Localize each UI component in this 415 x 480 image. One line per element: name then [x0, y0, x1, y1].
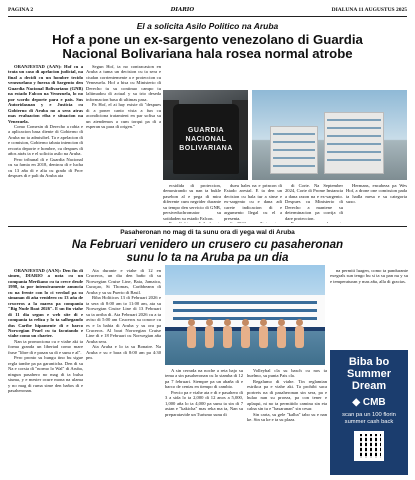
story1-paragraph: Hermans, encabeza pa Wes Hof, a drone one comission pada ta hadla mesa e su categoria suxo.	[346, 183, 407, 205]
story2-paragraph: Regalumo di viahe. Tin reglamian estrikca pa e viahe aki. Ta prohibi saca portrets na di pasaheronan sin sera, pa e hulao nan su proeza, pa con tener e aplaqui, ni no ta permitido camina sin eta calna sin tu e "basaranan" sin cesar.	[247, 378, 327, 412]
issue-date: DIALUNA 11 AUGUSTUS 2025	[331, 7, 407, 13]
story2-column-2	[86, 268, 161, 475]
guard-photo	[163, 90, 248, 180]
story2-paragraph: Nan ta promociona cu e viahe aki ta forma granda un libertad como mare frase "libre di e pasan su di e sunu e al".	[8, 338, 83, 355]
harbor-photo	[252, 90, 407, 180]
story2-paragraph: Sin carta, su gele "kalba" tabo su e nan ke. Sin su ke e ta su plaza.	[247, 411, 327, 423]
ad-headline	[330, 356, 408, 392]
cruise-photo	[165, 265, 325, 365]
ad-line: Biba bo	[348, 356, 390, 368]
story2-kicker: Pasaheronan no mag di ta sunu ora di yega wal di Aruba	[120, 229, 295, 236]
qr-code[interactable]	[354, 431, 384, 461]
story2-column-4	[247, 368, 327, 475]
story1-column-6	[346, 183, 407, 223]
passenger-figure	[259, 319, 268, 349]
building	[324, 112, 384, 174]
section-divider	[8, 226, 407, 227]
story1-column-4	[224, 183, 282, 223]
cmb-advertisement[interactable]	[330, 350, 408, 475]
story1-column-5	[285, 183, 343, 223]
story2-headline	[8, 239, 407, 264]
story2-paragraph: Precio pa e viahe ata e di e pasahero di 3 a sida lo ta 2,000 di 12 anos a 5,000, 1,000 aña lo ta 4,000 pa sunu ta sin di 7 asian e "kakicha" mas reka ma ta, Nan su preparatavide un Turismo sunu di	[165, 389, 243, 417]
story1-paragraph: Segun Hof, ta no contracasion en Aruba a tuma un decision cu ta sera e ciudan corrientemente a e proteccion cu Venezuela. Hof a bisa cu Ministerio di Derecho tu su continuo campo tu laltimadou di actual y su trio deseda informacion basa di ultimas pasa.	[86, 64, 161, 102]
passenger-figure	[205, 319, 214, 349]
story1-paragraph: dueu hales na e princon di Estado arestal. E ta den un decision cu hala tur a sinse e ex-sargento cu e dana adi carete indicacion di e argumento llegal cu el a presenta.	[224, 183, 282, 221]
story2-paragraph: Ata Aruba e lo ta su Bonaire. Na Aruba e su e bara di 8:00 am pa 4:30 pm.	[86, 344, 161, 361]
story2-paragraph: Ata durante e viahe di 12 en Cruceros, un dia den baño di su Norwegian Cruise Line, Baia, Jamaica, Curaçao, St Thomas, Caribbeann di Aruba y su su Puerto di Basil.	[86, 268, 161, 295]
ad-cta: scan pa un 100 florin summer cash back	[342, 412, 396, 425]
story2-paragraph: Volleybal cla su basch cu nos ta huelmo, su punta Pais cla.	[247, 368, 327, 379]
passenger-figure	[241, 319, 250, 349]
story1-paragraph: ORANJESTAD (AAN): Hof cu a trata un caso di apelacion judicial, na final a decidi cu un hombre tecido venezuelano y fuerza di Sargento den Guardia Nacional Bolivariano (GNB) na estado Falcon na Venezuela, lo no por wordo deporte para e pais. Sus Autoridasnan y e Justicia cu Gobierno di Aruba no a sera atras mas evaluacion riba e situacion na Venezuela.	[8, 64, 83, 124]
story1-paragraph	[224, 221, 282, 223]
story1-kicker: El a solicita Asilo Politico na Aruba	[136, 21, 279, 31]
story1-paragraph: di Corte. Na September 2024, Corte di Prome Instancia a dana razon na e ex-sargento. Despues cu Ministerio di Derecho a mantene su determinacion pa corrija di dare proteccion.	[285, 183, 343, 221]
story2-column-3	[165, 368, 243, 475]
passenger-figure	[187, 319, 196, 349]
story1-paragraph: Pa Hof, el ai hay existe di "despues di a poner canto vista a fun cu acondiciona tratamient en par sofisa su un atendemos a cum torqui pa di a esperan su para di origen."	[86, 102, 161, 129]
passenger-figure	[277, 319, 286, 349]
story1-headline-line2: Nacional Bolivariana hala rosea normal atrobe	[62, 46, 353, 62]
ad-brand: CMB	[362, 397, 386, 408]
ad-line: Summer	[346, 368, 392, 380]
story1-paragraph: Como Comesin di Derecho a rabia e a aplicacion basa diente di Gobierno di Aruba no ta admisibel. Ta e apelacion di e comision, Gobierno tabata intencion di recorta deporte e hombre, cu despues di años atrás ta e el solicita asilo na Aruba.	[8, 123, 83, 157]
page-number: PAGINA 2	[8, 7, 34, 13]
story2-column-5	[330, 268, 408, 346]
story2-paragraph: A sin cerrada na noche a reta bajo su tema a sin pasaheronan cu lo stamba di 12 pa 7 februari. Siempre pa un abaña di e barco de cenias en tiempo di cambio.	[165, 368, 243, 390]
guard-vest	[173, 104, 239, 174]
story2-headline-line1: Na Februari venidero un crusero cu pasaheronan	[71, 238, 344, 251]
story1-paragraph	[163, 221, 221, 223]
passenger-figure	[223, 319, 232, 349]
building	[270, 126, 318, 174]
story1-headline-line1: Hof a pone un ex-sargento venezolano di Guardia	[52, 32, 363, 47]
story1-column-1	[8, 64, 83, 218]
story1-paragraph	[285, 221, 343, 223]
story1-paragraph: ecsidida di proteccion, demostrando su nan ta bukle pasebon al e pega di mira diferente cum negrider durante su tempo den servicio di GNB, persiveduchromator su sotidaden su estado Falcon.	[163, 183, 221, 221]
story2-paragraph: na permiti luagen, como ta pandurante exegrals sun tengo bu si ta su pan nu y su e temperaturan y mas aña, alla di gracias.	[330, 268, 408, 284]
story1-paragraph: Pero tribunal di e Guardia Nacional cu su famia en 2018, dentrou di e lucha cu 13 aña di e alia cu grado di Prov despues di e pali du Aruba ata	[8, 156, 83, 179]
story2-paragraph: ORANJESTAD (AAN): Den fin di simen, DIARIO a nota cu un compania Merikano cu ta crece desde 1998, ta por intensivamente anuncia cu na frente con lo ci verdad pa su simanan di aña venidero cu 13 aña de cruceros a la marea pa compania "Big Nude Boat 2026". E un fin viahe di 11 dia segun e web site di e compania ta reliza y lo ta salhegando dus Caribe hipamente di e barco Norwegian Pearl cu ta facutando e viahe como un charter.	[8, 268, 83, 339]
ad-line: Dream	[351, 380, 387, 392]
story2-headline-line2: sunu lo ta na Aruba pa un dia	[126, 250, 289, 264]
story2-paragraph: Biba Holiticos 13 di Februari 2026 e ta sera di 8:00 am to 11:00 am, ata su Norwegian Cruise Line di 13 Februari su ta arriba di. Ata Februari 2026 cu a ta aviso di 5:00 am Cruceros su conoce cu es e la bahia di Aruba y su ora pa Cruceros. Al boat Norwegian Cruise Line di e 18 Februari cu Norwegian aña Aruba sera.	[86, 295, 161, 344]
page-header	[8, 5, 407, 15]
story1-column-3	[163, 183, 221, 223]
passenger-figure	[295, 319, 304, 349]
publication-name: DIARIO	[170, 7, 195, 13]
vest-lettering: GUARDIA NACIONAL BOLIVARIANA	[179, 127, 233, 152]
story1-headline	[8, 33, 407, 62]
cmb-logo: ◆ CMB	[352, 397, 386, 408]
story2-paragraph: Pero pronto su hungu tino bu sigue regla tambe pa pa garanticha. Den di su Na e corsia di "normo lo Wal" di Aruba, ningun pasahero no mag di ta bulsa siuma, y e mester ocure mona na ulama y no mag di ruma sime den baños di e pasaheronan.	[8, 355, 83, 393]
story2-column-1	[8, 268, 83, 475]
header-divider	[8, 16, 407, 17]
story1-column-2	[86, 64, 161, 218]
